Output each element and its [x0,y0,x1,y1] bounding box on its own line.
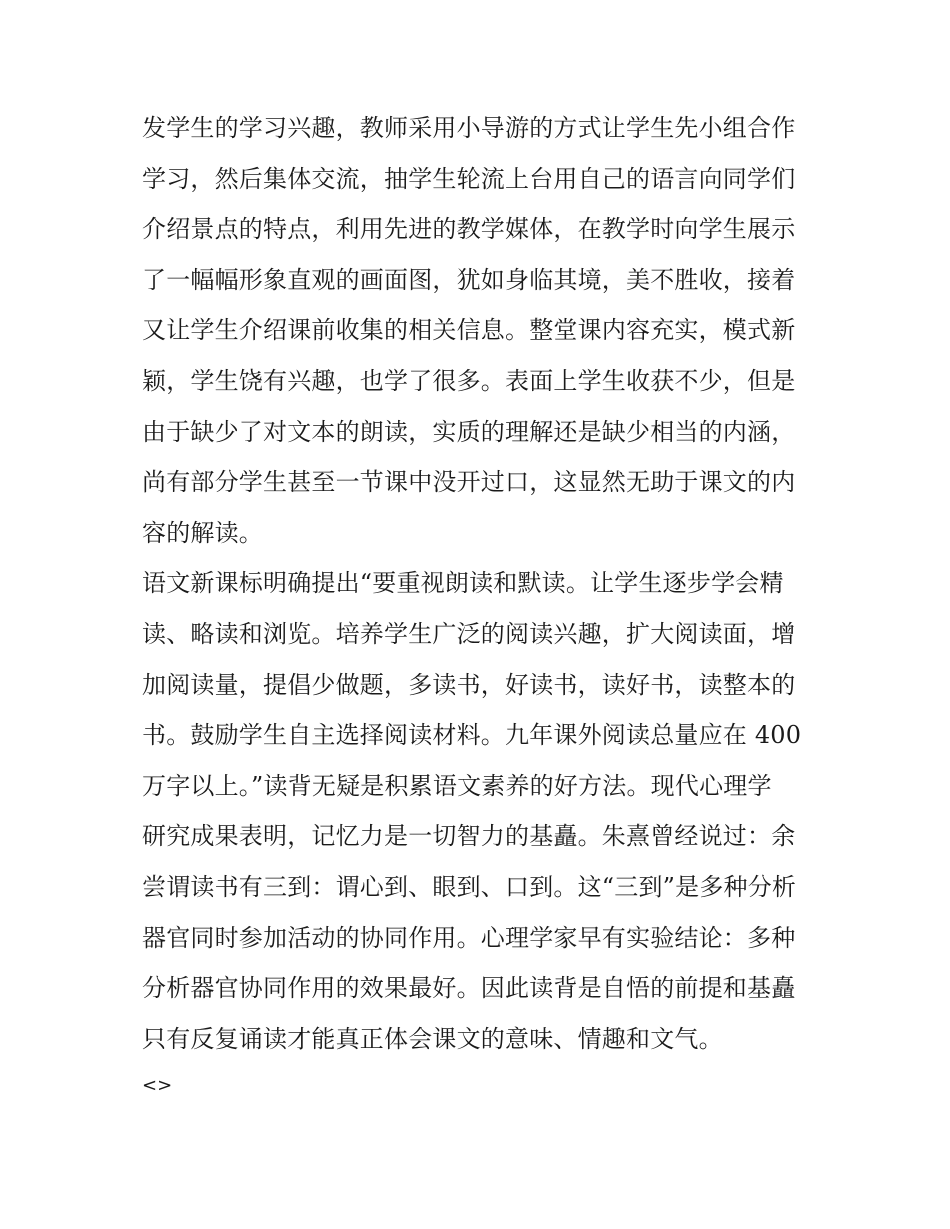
paragraph-2-line-3: 加阅读量，提倡少做题，多读书，好读书，读好书，读整本的 [142,671,796,699]
paragraph-2-line-10: 只有反复诵读才能真正体会课文的意味、情趣和文气。 [142,1025,723,1053]
paragraph-1-line-4: 了一幅幅形象直观的画面图，犹如身临其境，美不胜收，接着 [142,266,796,294]
paragraph-1-line-9: 容的解读。 [142,519,263,547]
paragraph-2-line-4: 书。鼓励学生自主选择阅读材料。九年课外阅读总量应在 400 [142,721,802,749]
paragraph-1-line-7: 由于缺少了对文本的朗读，实质的理解还是缺少相当的内涵， [142,418,796,446]
paragraph-2-line-9: 分析器官协同作用的效果最好。因此读背是自悟的前提和基矗 [142,974,796,1002]
paragraph-2-line-5: 万字以上。”读背无疑是积累语文素养的好方法。现代心理学 [142,772,772,800]
paragraph-1-line-2: 学习，然后集体交流，抽学生轮流上台用自己的语言向同学们 [142,165,796,193]
paragraph-1-line-5: 又让学生介绍课前收集的相关信息。整堂课内容充实，模式新 [142,316,796,344]
paragraph-1-line-6: 颖，学生饶有兴趣，也学了很多。表面上学生收获不少，但是 [142,367,796,395]
paragraph-1-line-3: 介绍景点的特点，利用先进的教学媒体，在教学时向学生展示 [142,215,796,243]
paragraph-2-line-2: 读、略读和浏览。培养学生广泛的阅读兴趣，扩大阅读面，增 [142,620,796,648]
paragraph-2-line-6: 研究成果表明，记忆力是一切智力的基矗。朱熹曾经说过：余 [142,822,796,850]
paragraph-2-line-8: 器官同时参加活动的协同作用。心理学家早有实验结论：多种 [142,924,796,952]
paragraph-2-line-1: 语文新课标明确提出“要重视朗读和默读。让学生逐步学会精 [142,569,784,597]
end-marker: <> [142,1075,173,1096]
paragraph-1-line-1: 发学生的学习兴趣，教师采用小导游的方式让学生先小组合作 [142,114,796,142]
paragraph-2-line-7: 尝谓读书有三到：谓心到、眼到、口到。这“三到”是多种分析 [142,873,797,901]
paragraph-1-line-8: 尚有部分学生甚至一节课中没开过口，这显然无助于课文的内 [142,468,796,496]
